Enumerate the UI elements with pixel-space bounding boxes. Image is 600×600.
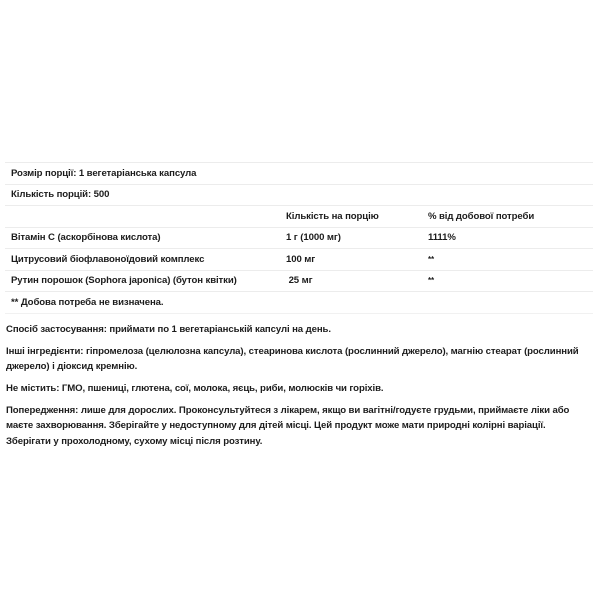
header-amount: Кількість на порцію bbox=[286, 210, 379, 222]
free-of-list: Не містить: ГМО, пшениці, глютена, сої, молока, яєць, риби, молюсків чи горіхів. bbox=[6, 383, 384, 395]
other-ingredients: Інші інгредієнти: гіпромелоза (целюлозна капсула), стеаринова кислота (рослинний джерело), магнію стеарат (рослинний джерело) і діоксид кремнію. bbox=[6, 345, 579, 373]
ingredient-name: Рутин порошок (Sophora japonica) (бутон квітки) bbox=[11, 275, 237, 287]
product-notes bbox=[6, 322, 592, 455]
ingredient-amount: 25 мг bbox=[286, 275, 313, 287]
table-row bbox=[5, 270, 593, 292]
footnote-row bbox=[5, 291, 593, 314]
servings-per-container: Кількість порцій: 500 bbox=[11, 189, 110, 201]
header-daily-value: % від добової потреби bbox=[428, 210, 535, 222]
ingredient-name: Вітамін С (аскорбінова кислота) bbox=[11, 232, 161, 244]
warning-text: Попередження: лише для дорослих. Проконсультуйтеся з лікарем, якщо ви вагітні/годуєте грудьми, приймаєте ліки або маєте захворювання. Зберігайте у недоступному для дітей місці. Цей продукт може мати природні колірні варіації. Зберігати у прохолодному, сухому місці після розтину. bbox=[6, 404, 570, 447]
table-row bbox=[5, 248, 593, 270]
supplement-facts-table bbox=[5, 162, 593, 314]
serving-size-row bbox=[5, 162, 593, 184]
table-row bbox=[5, 227, 593, 249]
ingredient-amount: 100 мг bbox=[286, 253, 316, 265]
ingredient-amount: 1 г (1000 мг) bbox=[286, 232, 341, 244]
ingredient-daily-value: ** bbox=[428, 276, 435, 286]
usage-directions: Спосіб застосування: приймати по 1 вегетаріанській капсулі на день. bbox=[6, 324, 331, 335]
serving-size: Розмір порції: 1 вегетаріанська капсула bbox=[11, 167, 197, 179]
ingredient-daily-value: ** bbox=[428, 254, 435, 264]
ingredient-daily-value: 1111% bbox=[428, 232, 456, 244]
servings-per-container-row bbox=[5, 184, 593, 206]
footnote: ** Добова потреба не визначена. bbox=[11, 296, 164, 308]
table-header-row bbox=[5, 205, 593, 227]
ingredient-name: Цитрусовий біофлавоноїдовий комплекс bbox=[11, 253, 205, 265]
